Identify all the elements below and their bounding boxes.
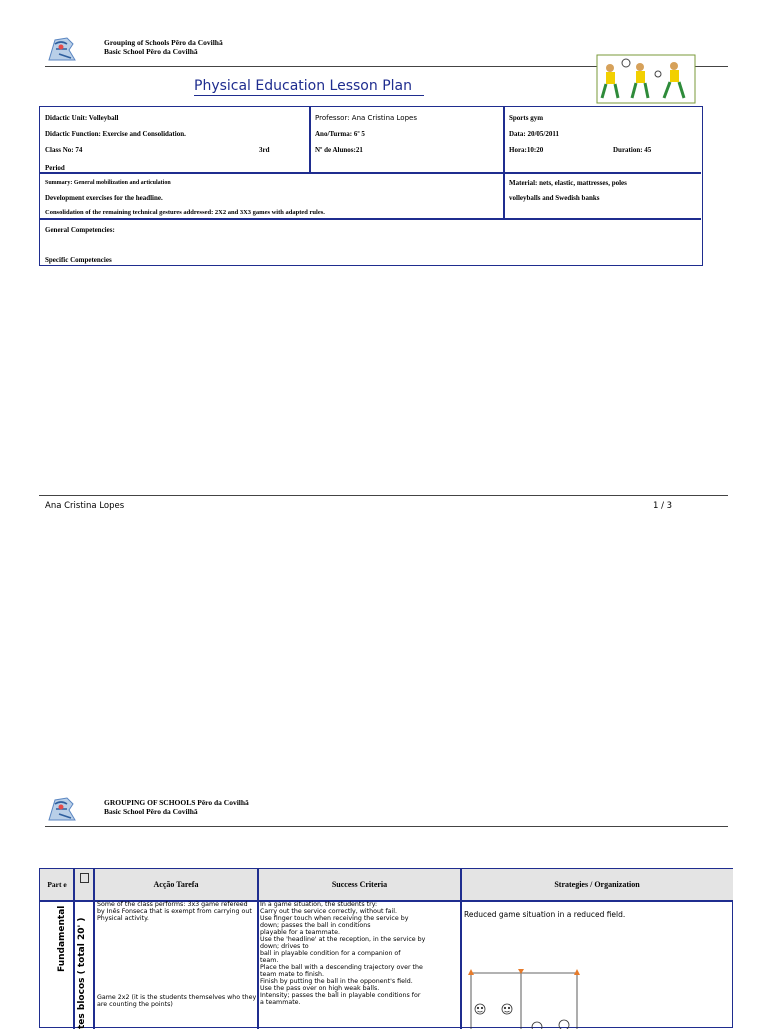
task-2x2-game: Game 2x2 (it is the students themselves who they are counting the points) (97, 994, 257, 1008)
court-diagram (464, 965, 584, 1029)
class-number: Class No: 74 (45, 146, 83, 154)
school-group-name: Grouping of Schools Pêro da Covilhã (104, 38, 223, 47)
school-group-name: GROUPING OF SCHOOLS Pêro da Covilhã (104, 798, 249, 807)
general-competencies: General Competencies: (45, 226, 115, 234)
header-rule-right (696, 66, 728, 67)
lesson-date: Data: 20/05/2011 (509, 130, 559, 138)
professor: Professor: Ana Cristina Lopes (315, 114, 417, 122)
criteria-line: Use the 'headline' at the reception, in the service by (260, 936, 426, 943)
specific-competencies: Specific Competencies (45, 256, 112, 264)
criteria-line: Use the pass over on high weak balls. (260, 985, 380, 992)
school-name: Basic School Pêro da Covilhã (104, 47, 198, 56)
development: Development exercises for the headline. (45, 194, 163, 202)
vertical-label-blocks: tes blocos ( total 20' ) (77, 917, 87, 1029)
criteria-line: Intensity; passes the ball in playable conditions for (260, 992, 421, 999)
footer-page-number: 1 / 3 (653, 501, 673, 511)
criteria-line: Finish by putting the ball in the opponent's field. (260, 978, 413, 985)
criteria-line: ball in playable condition for a companion of (260, 950, 401, 957)
material-line-1: Material: nets, elastic, mattresses, poles (509, 179, 627, 187)
criteria-line: In a game situation, the students try: (260, 901, 378, 908)
criteria-line: Use finger touch when receiving the service by (260, 915, 409, 922)
header-success-criteria: Success Criteria (258, 869, 461, 900)
footer-author: Ana Cristina Lopes (45, 501, 125, 511)
footer-rule (39, 495, 728, 496)
success-criteria-list (260, 901, 458, 1006)
school-logo (45, 794, 77, 824)
player-icon (475, 1004, 569, 1029)
number-of-students: Nº de Alunos:21 (315, 146, 363, 154)
sports-venue: Sports gym (509, 114, 544, 122)
criteria-line: down; drives to (260, 943, 309, 950)
criteria-line: Carry out the service correctly, without fail. (260, 908, 398, 915)
class-period-number: 3rd (259, 146, 270, 154)
criteria-line: a teammate. (260, 999, 301, 1006)
criteria-line: team mate to finish. (260, 971, 324, 978)
page-title: Physical Education Lesson Plan (194, 78, 424, 96)
lesson-activity-table (39, 868, 733, 1028)
header-accao-tarefa: Acção Tarefa (94, 869, 258, 900)
vertical-label-fundamental: Fundamental (57, 905, 67, 972)
lesson-time: Hora:10:20 (509, 146, 544, 154)
strategy-text: Reduced game situation in a reduced field. (464, 910, 626, 919)
criteria-line: playable for a teammate. (260, 929, 341, 936)
lesson-duration: Duration: 45 (613, 146, 652, 154)
volleyball-players-clipart (596, 54, 696, 104)
material-line-2: volleyballs and Swedish banks (509, 194, 600, 202)
lesson-info-table (39, 106, 703, 266)
criteria-line: Place the ball with a descending trajectory over the (260, 964, 423, 971)
header-part: Part e (40, 869, 74, 900)
summary: Summary: General mobilization and articulation (45, 180, 171, 186)
school-name: Basic School Pêro da Covilhã (104, 807, 198, 816)
criteria-line: down; passes the ball in conditions (260, 922, 371, 929)
didactic-function: Didactic Function: Exercise and Consolidation. (45, 130, 186, 138)
consolidation: Consolidation of the remaining technical gestures addressed: 2X2 and 3X3 games with adapted rules. (45, 209, 325, 216)
school-logo (45, 34, 77, 64)
criteria-line: team. (260, 957, 279, 964)
header-checkbox-cell (74, 869, 94, 900)
checkbox-icon (80, 873, 89, 883)
task-3x3-game: Some of the class performs: 3x3 game refereed by Inês Fonseca that is exempt from carrying out Physical activity. (97, 901, 252, 922)
ano-turma: Ano/Turma: 6º 5 (315, 130, 365, 138)
period-label: Period (45, 164, 65, 172)
didactic-unit: Didactic Unit: Volleyball (45, 114, 119, 122)
header-strategies: Strategies / Organization (461, 869, 733, 900)
header-rule (45, 826, 728, 827)
